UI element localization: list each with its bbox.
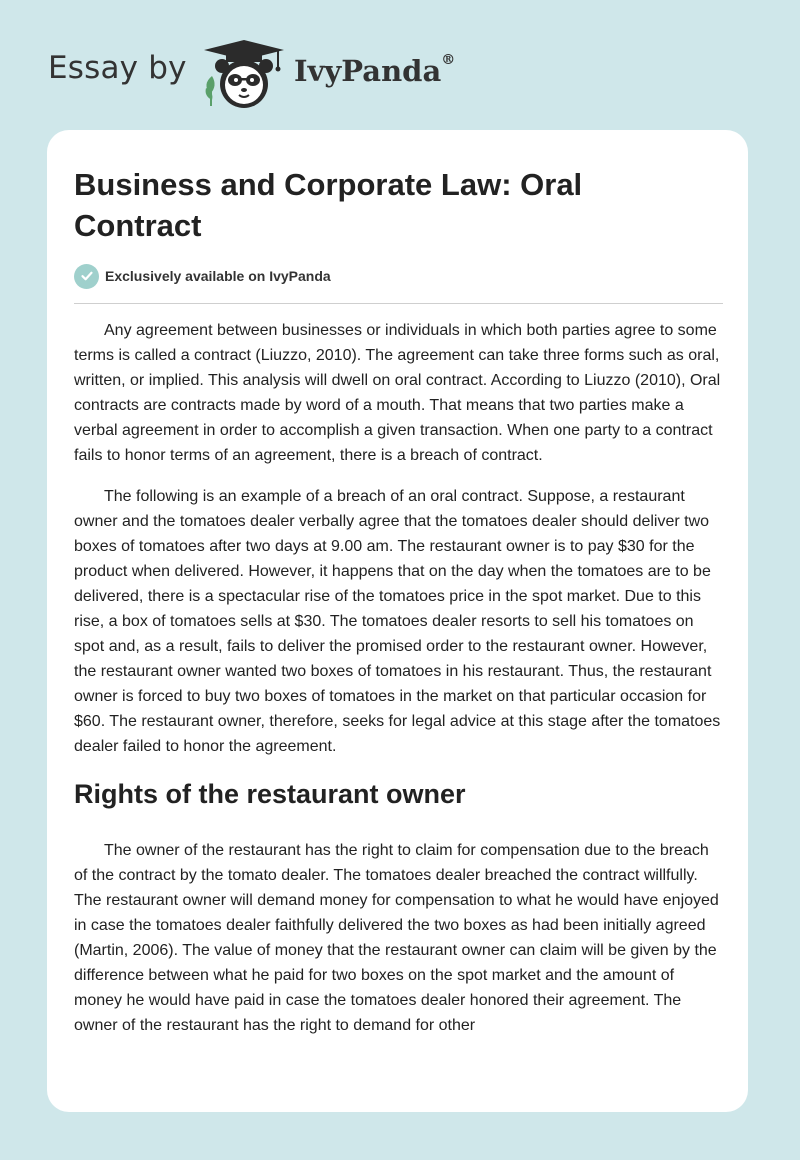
site-header [0,0,800,120]
essay-body [74,318,726,1054]
essay-by-label: Essay by [48,50,187,86]
paragraph: The following is an example of a breach of an oral contract. Suppose, a restaurant owner and the tomatoes dealer verbally agree that the tomatoes dealer should deliver two boxes of tomatoes after two days at 9.00 am. The restaurant owner is to pay $30 for the product when delivered. However, it happens that on the day when the tomatoes are to be delivered, there is a spectacular rise of the tomatoes price in the spot market. Due to this rise, a box of tomatoes sells at $30. The tomatoes dealer resorts to sell his tomatoes on spot and, as a result, fails to deliver the promised order to the restaurant owner. However, the restaurant owner wanted two boxes of tomatoes in his restaurant. Thus, the restaurant owner is forced to buy two boxes of tomatoes in the market on that particular occasion for $60. The restaurant owner, therefore, seeks for legal advice at this stage after the tomatoes dealer failed to honor the agreement. [74,488,721,755]
page-title: Business and Corporate Law: Oral Contract [74,167,583,243]
panda-graduate-icon[interactable] [200,36,290,110]
brand-name[interactable] [294,54,455,88]
section-heading: Rights of the restaurant owner [74,779,466,809]
paragraph: The owner of the restaurant has the right to claim for compensation due to the breach of the contract by the tomato dealer. The tomatoes dealer breached the contract willfully. The restaurant owner will demand money for compensation to what he would have enjoyed in case the tomatoes dealer faithfully delivered the two boxes as had been initially agreed (Martin, 2006). The value of money that the restaurant owner can claim will be given by the difference between what he paid for two boxes on the spot market and the amount of money he would have paid in case the tomatoes dealer honored their agreement. The owner of the restaurant has the right to demand for other [74,842,719,1034]
brand-name-text: IvyPanda [294,54,442,88]
check-circle-icon [74,264,99,289]
exclusive-badge [74,263,331,289]
divider [74,303,723,304]
paragraph: Any agreement between businesses or individuals in which both parties agree to some terms is called a contract (Liuzzo, 2010). The agreement can take three forms such as oral, written, or implied. This analysis will dwell on oral contract. According to Liuzzo (2010), Oral contracts are contracts made by word of a mouth. That means that two parties make a verbal agreement in order to accomplish a given transaction. When one party to a contract fails to honor terms of an agreement, there is a breach of contract. [74,322,721,464]
badge-label: Exclusively available on IvyPanda [105,268,331,284]
registered-mark: ® [441,52,456,68]
essay-card [47,130,748,1112]
